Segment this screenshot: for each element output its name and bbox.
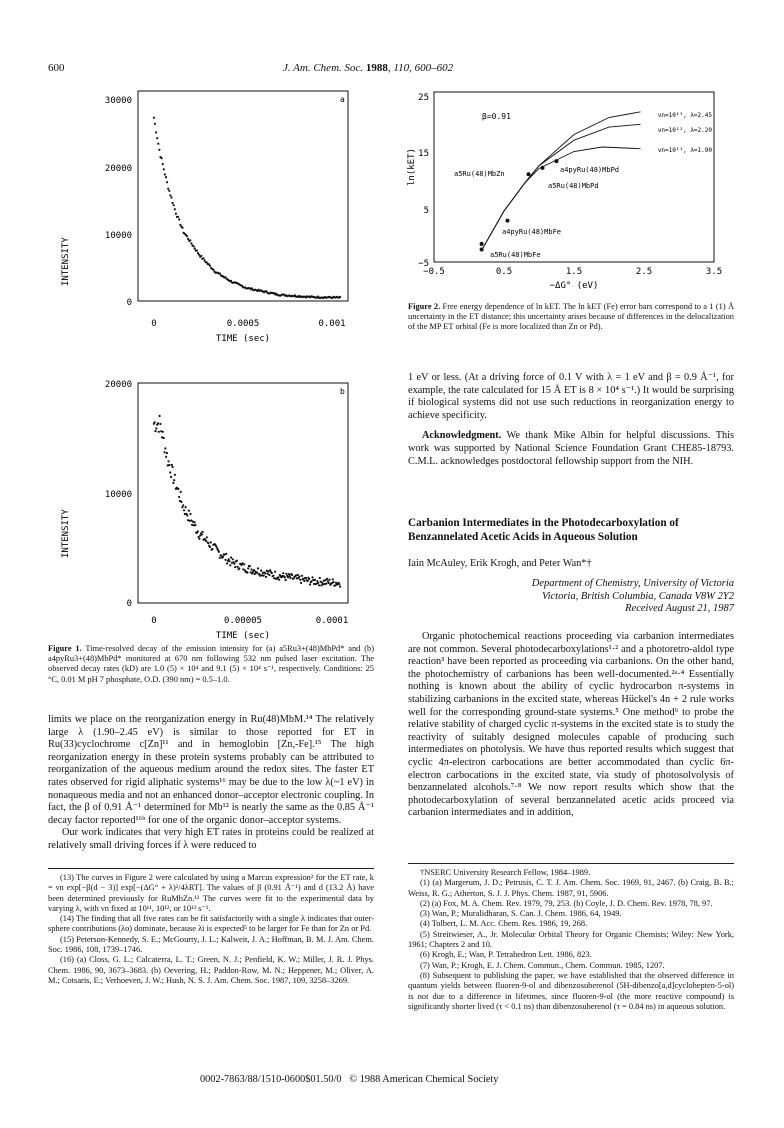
- figure-2-caption-text: Free energy dependence of ln kET. The ln kET (Fe) error bars correspond to a 1 (1) Å uncertainty in the ET distance; this uncertainty arises because of differences in the delocalization of the MP ET orbital (Fe is more localized than Zn or Pd).: [408, 302, 734, 332]
- fig2-ytick-25: 25: [418, 93, 429, 103]
- data-point: [167, 460, 169, 462]
- article-affiliation: [408, 578, 734, 616]
- data-point: [190, 242, 192, 244]
- fig2-point-label-a5Ru-MbPd: a5Ru(48)MbPd: [548, 182, 599, 190]
- fig2-xtick-3.5: 3.5: [705, 267, 723, 277]
- data-point: [183, 509, 185, 511]
- article-title: Carbanion Intermediates in the Photodecarboxylation of Benzannelated Acetic Acids in Aqueous Solution: [408, 517, 679, 543]
- data-point: [303, 580, 305, 582]
- fig2-point: [555, 159, 559, 163]
- data-point: [247, 567, 249, 569]
- footer-copyright: © 1988 American Chemical Society: [349, 1074, 499, 1085]
- footnote-8: (8) Subsequent to publishing the paper, we have established that the observed difference in quantum yields between fluoren-9-ol and dibenzosuberenol (5H-dibenzo[a,d]cyclohepten-5-ol) is not due to a difference in lifetimes, since fluoren-9-ol (the more reactive compound) is significantly shorter lived (τ < 0.1 ns) than dibenzosuberenol (τ = 0.84 ns) in aqueous solution.: [408, 970, 734, 1011]
- data-point: [318, 584, 320, 586]
- data-point: [267, 573, 269, 575]
- data-point: [229, 564, 231, 566]
- data-point: [238, 567, 240, 569]
- acknowledgment-label: Acknowledgment.: [422, 430, 502, 442]
- data-point: [308, 578, 310, 580]
- data-point: [260, 570, 262, 572]
- fig2-ytick-5: 5: [423, 206, 429, 216]
- affiliation-line-2: Victoria, British Columbia, Canada V8W 2Y2: [541, 590, 734, 602]
- footnote-1: (1) (a) Margerum, J. D.; Petrusis, C. T. J. Am. Chem. Soc. 1969, 91, 2467. (b) Craig, B. B.; Weiss, R. G.; Atherton, S. J. J. Phys. Chem. 1987, 91, 5906.: [408, 878, 734, 898]
- data-point: [187, 238, 189, 240]
- data-point: [202, 257, 204, 259]
- data-point: [170, 476, 172, 478]
- data-point: [253, 569, 255, 571]
- fig2-xtick-1.5: 1.5: [565, 267, 583, 277]
- journal-volume: 110, 600–602: [393, 62, 454, 74]
- data-point: [285, 579, 287, 581]
- fig2-point: [527, 172, 531, 176]
- figure-2-caption-label: Figure 2.: [408, 302, 441, 311]
- data-point: [206, 536, 208, 538]
- fig2-ytick-15: 15: [418, 149, 429, 159]
- fig1a-xtick-0.0005: 0.0005: [226, 319, 260, 329]
- figure-1-caption-label: Figure 1.: [48, 644, 82, 653]
- fig1b-ytick-0: 0: [126, 599, 132, 609]
- data-point: [328, 582, 330, 584]
- figure-1b: [56, 378, 376, 642]
- data-point: [205, 540, 207, 542]
- fig1a-ytick-20000: 20000: [104, 164, 132, 174]
- data-point: [339, 296, 341, 298]
- data-point: [154, 430, 156, 432]
- data-point: [177, 488, 179, 490]
- fig1a-xtick-0: 0: [151, 319, 157, 329]
- fig1a-ytick-10000: 10000: [104, 231, 132, 241]
- data-point: [228, 560, 230, 562]
- data-point: [180, 491, 182, 493]
- data-point: [300, 582, 302, 584]
- data-point: [172, 202, 174, 204]
- received-date: Received August 21, 1987: [625, 603, 734, 614]
- data-point: [272, 575, 274, 577]
- data-point: [297, 574, 299, 576]
- fig1a-ytick-30000: 30000: [104, 96, 132, 106]
- data-point: [249, 565, 251, 567]
- data-point: [169, 471, 171, 473]
- data-point: [338, 583, 340, 585]
- data-point: [177, 216, 179, 218]
- data-point: [284, 576, 286, 578]
- data-point: [167, 188, 169, 190]
- data-point: [311, 580, 313, 582]
- fig2-beta-label: β=0.91: [482, 112, 511, 121]
- fig2-xtick-minus0.5: −0.5: [423, 267, 445, 277]
- data-point: [234, 566, 236, 568]
- data-point: [289, 577, 291, 579]
- footnote-15: (15) Peterson-Kennedy, S. E.; McGourty, J. L.; Kalweit, J. A.; Hoffman, B. M. J. Am. Chem. Soc. 1986, 108, 1739–1746.: [48, 934, 374, 955]
- fig1a-xlabel: TIME (sec): [215, 334, 271, 344]
- data-point: [174, 208, 176, 210]
- data-point: [243, 563, 245, 565]
- fig2-point: [480, 248, 484, 252]
- data-point: [269, 569, 271, 571]
- fig1b-ytick-20000: 20000: [104, 380, 132, 390]
- data-point: [193, 245, 195, 247]
- fig1a-ytick-0: 0: [126, 298, 132, 308]
- data-point: [155, 131, 157, 133]
- data-point: [250, 568, 252, 570]
- fig2-point-label-a5Ru-MbZn: a5Ru(48)MbZn: [454, 170, 505, 178]
- data-point: [268, 574, 270, 576]
- data-point: [162, 431, 164, 433]
- data-point: [194, 247, 196, 249]
- data-point: [189, 513, 191, 515]
- data-point: [170, 196, 172, 198]
- data-point: [162, 163, 164, 165]
- fig2-point: [506, 219, 510, 223]
- data-point: [194, 521, 196, 523]
- left-paragraph-2: Our work indicates that very high ET rates in proteins could be realized at relatively small driving forces if λ were reduced to: [48, 827, 374, 851]
- footnote-16: (16) (a) Closs, G. L.; Calcaterra, L. T.; Green, N. J.; Penfield, K. W.; Miller, J. R. J. Phys. Chem. 1986, 90, 3673–3683. (b) Oevering, H.; Paddon-Row, M. N.; Heppener, M.; Oliver, A. M.; Cotsaris, E.; Verhoeven, J. W.; Hush, N. S. J. Am. Chem. Soc. 1987, 109, 3258–3269.: [48, 955, 374, 985]
- data-point: [264, 572, 266, 574]
- page-footer: [200, 1074, 498, 1085]
- data-point: [301, 575, 303, 577]
- data-point: [163, 437, 165, 439]
- data-point: [178, 218, 180, 220]
- data-point: [153, 117, 155, 119]
- data-point: [256, 571, 258, 573]
- data-point: [156, 137, 158, 139]
- data-point: [251, 287, 253, 289]
- fig1b-panel-letter: b: [340, 387, 345, 396]
- data-point: [168, 464, 170, 466]
- acknowledgment-text: We thank Mike Albin for helpful discussions. This work was supported by National Science Foundation Grant CHE85-18793. C.M.L. acknowledges postdoctoral fellowship support from the NIH.: [408, 430, 734, 467]
- footnote-5: (5) Streitwieser, A., Jr. Molecular Orbital Theory for Organic Chemists; Wiley: New York, 1961; Chapters 2 and 10.: [408, 929, 734, 950]
- data-point: [201, 533, 203, 535]
- data-point: [175, 213, 177, 215]
- figure-1-caption-text: Time-resolved decay of the emission intensity for (a) a5Ru3+(48)MbPd* and (b) a4pyRu3+(48)MbPd* monitored at 670 nm following 532 nm pulsed laser excitation. The observed decay rates (kD) are 1.0 (5) × 10⁴ and 9.1 (5) × 10⁴ s⁻¹, respectively. Conditions: 25 °C, 0.01 M pH 7 phosphate, O.D. (390 nm) = 0.5–1.0.: [48, 644, 374, 684]
- data-point: [169, 194, 171, 196]
- data-point: [181, 506, 183, 508]
- journal-header: J. Am. Chem. Soc. 1988, 110, 600–602: [283, 62, 454, 74]
- affiliation-line-1: Department of Chemistry, University of Victoria: [531, 578, 734, 589]
- data-point: [158, 431, 160, 433]
- data-point: [198, 254, 200, 256]
- data-point: [189, 239, 191, 241]
- data-point: [311, 576, 313, 578]
- fig2-point: [541, 166, 545, 170]
- fig1b-data-points: [153, 415, 341, 588]
- footnote-7: (7) Wan, P.; Krogh, E. J. Chem. Commun., Chem. Commun. 1985, 1207.: [420, 960, 665, 970]
- fig1a-data-points: [153, 117, 341, 299]
- fig1b-xtick-0.00005: 0.00005: [224, 616, 262, 626]
- data-point: [298, 576, 300, 578]
- data-point: [157, 143, 159, 145]
- fig1b-xtick-0: 0: [151, 616, 157, 626]
- data-point: [339, 586, 341, 588]
- data-point: [188, 510, 190, 512]
- data-point: [289, 575, 291, 577]
- data-point: [212, 269, 214, 271]
- fig1a-ylabel: INTENSITY: [61, 237, 71, 286]
- data-point: [219, 273, 221, 275]
- fig1b-xtick-0.0001: 0.0001: [315, 616, 349, 626]
- data-point: [165, 176, 167, 178]
- data-point: [158, 149, 160, 151]
- data-point: [317, 582, 319, 584]
- data-point: [333, 581, 335, 583]
- fig2-point-label-a5Ru-MbFe: a5Ru(48)MbFe: [490, 251, 541, 259]
- acknowledgment: [408, 430, 734, 468]
- data-point: [197, 530, 199, 532]
- data-point: [309, 583, 311, 585]
- data-point: [163, 451, 165, 453]
- right-paragraph-1: 1 eV or less. (At a driving force of 0.1 V with λ = 1 eV and β = 0.9 Å⁻¹, for example, the rate calculated for 15 Å ET is 8 × 10⁴ s⁻¹.) It would be surprising if biological systems did not use such reductions in reorganization energy to achieve specificity.: [408, 372, 734, 421]
- data-point: [173, 479, 175, 481]
- fig1b-ylabel: INTENSITY: [61, 509, 71, 558]
- fig1b-xlabel: TIME (sec): [215, 631, 271, 641]
- data-point: [178, 496, 180, 498]
- fig1b-ytick-10000: 10000: [104, 490, 132, 500]
- data-point: [207, 542, 209, 544]
- data-point: [186, 514, 188, 516]
- data-point: [154, 123, 156, 125]
- data-point: [233, 563, 235, 565]
- data-point: [172, 482, 174, 484]
- data-point: [185, 506, 187, 508]
- footnote-6: (6) Krogh, E.; Wan, P. Tetrahedron Lett. 1986, 823.: [420, 950, 592, 960]
- data-point: [211, 548, 213, 550]
- data-point: [174, 474, 176, 476]
- data-point: [181, 227, 183, 229]
- article-authors: Iain McAuley, Erik Krogh, and Peter Wan*†: [408, 558, 592, 569]
- data-point: [180, 501, 182, 503]
- figure-2: [398, 86, 734, 300]
- right-body: [408, 372, 734, 468]
- journal-year: 1988: [365, 62, 388, 74]
- fig2-point-label-a4pyRu-MbPd: a4pyRu(48)MbPd: [560, 166, 620, 174]
- data-point: [226, 562, 228, 564]
- data-point: [209, 546, 211, 548]
- footnote-dagger: †NSERC University Research Fellow, 1984–1989.: [420, 868, 591, 877]
- data-point: [163, 168, 165, 170]
- data-point: [222, 556, 224, 558]
- fig1a-panel-letter: a: [340, 95, 345, 104]
- data-point: [278, 579, 280, 581]
- data-point: [299, 579, 301, 581]
- data-point: [263, 575, 265, 577]
- data-point: [164, 173, 166, 175]
- fig2-curve-label-1: νn=10¹³, λ=2.45: [657, 112, 712, 119]
- data-point: [166, 181, 168, 183]
- right-footnotes: [408, 863, 734, 1012]
- figure-2-caption: [408, 302, 734, 333]
- data-point: [277, 576, 279, 578]
- fig2-xtick-2.5: 2.5: [635, 267, 653, 277]
- fig2-curve-label-3: νn=10¹¹, λ=1.90: [657, 147, 712, 154]
- data-point: [210, 541, 212, 543]
- data-point: [271, 572, 273, 574]
- data-point: [155, 427, 157, 429]
- data-point: [186, 235, 188, 237]
- page-number: 600: [48, 62, 65, 74]
- data-point: [161, 157, 163, 159]
- data-point: [305, 577, 307, 579]
- data-point: [232, 558, 234, 560]
- data-point: [218, 551, 220, 553]
- data-point: [230, 556, 232, 558]
- data-point: [288, 573, 290, 575]
- left-paragraph-1: limits we place on the reorganization energy in Ru(48)MbM.¹⁴ The relatively large λ (1.90–2.45 eV) is similar to those reported for ET in Ru(33)cyclochrome c[Zn]¹¹ and in hemoglobin [Zn,-Fe].¹⁵ The high reorganization energy in these protein systems probably can be attributed to reorganization of the aqueous medium around the redox sites. The faster ET rates observed for rigid aliphatic systems¹⁶ may be due to the low λ(~1 eV) in nonaqueous media and not an enhanced donor–acceptor electronic coupling. In fact, the β of 0.91 Å⁻¹ determined for Mb¹² is nearly the same as the 0.85 Å⁻¹ decay factor reported¹⁶ᵇ for one of the organic donor–acceptor systems.: [48, 714, 374, 826]
- data-point: [282, 572, 284, 574]
- data-point: [159, 423, 161, 425]
- fig2-point-label-a4pyRu-MbFe: a4pyRu(48)MbFe: [502, 228, 562, 236]
- data-point: [224, 559, 226, 561]
- left-footnotes: [48, 868, 374, 986]
- data-point: [157, 422, 159, 424]
- data-point: [285, 573, 287, 575]
- data-point: [236, 560, 238, 562]
- footnote-14: (14) The finding that all five rates can be fit satisfactorily with a single λ indicates that outer-sphere contributions (λo) dominate, because λi is expected⁵ to be larger for Fe than for Zn or Pd.: [48, 914, 374, 934]
- data-point: [154, 421, 156, 423]
- data-point: [198, 538, 200, 540]
- data-point: [291, 574, 293, 576]
- data-point: [332, 578, 334, 580]
- fig2-point: [480, 242, 484, 246]
- data-point: [182, 504, 184, 506]
- fig1a-xtick-0.001: 0.001: [318, 319, 346, 329]
- data-point: [202, 531, 204, 533]
- data-point: [164, 447, 166, 449]
- footnote-2: (2) (a) Fox, M. A. Chem. Rev. 1979, 79, 253. (b) Coyle, J. D. Chem. Rev. 1978, 78, 97.: [420, 898, 713, 908]
- data-point: [328, 579, 330, 581]
- data-point: [173, 204, 175, 206]
- data-point: [228, 558, 230, 560]
- data-point: [165, 456, 167, 458]
- data-point: [274, 571, 276, 573]
- footnote-13: (13) The curves in Figure 2 were calculated by using a Marcus expression² for the ET rate, k = νn exp[−β(d − 3)] exp[−(ΔG° + λ)²/4λRT]. The values of β (0.91 Å⁻¹) and d (13.2 Å) have been determined previously for RuMbZn.¹² The curves were fit to the experimental data by varying λ, with νn fixed at 10¹¹, 10¹², or 10¹³ s⁻¹.: [48, 873, 374, 913]
- data-point: [219, 557, 221, 559]
- figure-1-caption: [48, 644, 374, 685]
- data-point: [196, 250, 198, 252]
- footnote-3: (3) Wan, P.; Muralidharan, S. Can. J. Chem. 1986, 64, 1949.: [420, 909, 622, 919]
- figure-1a: [56, 86, 376, 378]
- journal-name: J. Am. Chem. Soc.: [283, 62, 364, 74]
- data-point: [325, 583, 327, 585]
- data-point: [225, 553, 227, 555]
- fig2-xtick-0.5: 0.5: [495, 267, 513, 277]
- data-point: [209, 265, 211, 267]
- data-point: [319, 577, 321, 579]
- data-point: [171, 464, 173, 466]
- data-point: [168, 190, 170, 192]
- data-point: [194, 524, 196, 526]
- data-point: [172, 466, 174, 468]
- footer-code: 0002-7863/88/1510-0600$01.50/0: [200, 1074, 342, 1085]
- data-point: [314, 579, 316, 581]
- data-point: [237, 566, 239, 568]
- footnote-4: (4) Tolbert, L. M. Acc. Chem. Res. 1986, 19, 268.: [420, 919, 588, 929]
- data-point: [159, 415, 161, 417]
- fig2-ylabel: ln(kET): [407, 148, 417, 186]
- fig2-ytick-minus5: −5: [418, 259, 429, 269]
- article-body: Organic photochemical reactions proceeding via carbanion intermediates are not common. Several photodecarboxylations¹·² and a photoretro-aldol type reaction³ have been reported as proceeding via carbanions. On the other hand, the photochemistry of carbanions has been well-documented.²ᵃ·⁴ Essentially nothing is known about the ability of cyclic hydrocarbon π-systems in stabilizing carbanions in the excited state, whereas Hückel's 4n + 2 rule works well for the corresponding ground-state systems.⁵ One method⁶ to probe the relative stability of charged cyclic π-systems in the excited state is to study the reactivity of suitably designed molecules capable of producing such intermediates on photolysis. We have thus reported results which suggest that cyclic 4π-electron carbocations are better accommodated than cyclic 6π-electron carbocations in the excited state, via study of photosolvolysis of benzannelated alcohols.⁷·⁸ We now report results which show that the photodecarboxylation of several benzannelated acetic acids proceed via carbanion intermediates and in addition,: [408, 631, 734, 819]
- data-point: [166, 452, 168, 454]
- data-point: [307, 580, 309, 582]
- data-point: [265, 576, 267, 578]
- data-point: [257, 567, 259, 569]
- data-point: [246, 572, 248, 574]
- data-point: [200, 255, 202, 257]
- left-body: [48, 714, 374, 853]
- fig2-xlabel: −ΔG° (eV): [549, 281, 599, 291]
- data-point: [326, 578, 328, 580]
- fig2-curve-label-2: νn=10¹², λ=2.20: [657, 127, 712, 134]
